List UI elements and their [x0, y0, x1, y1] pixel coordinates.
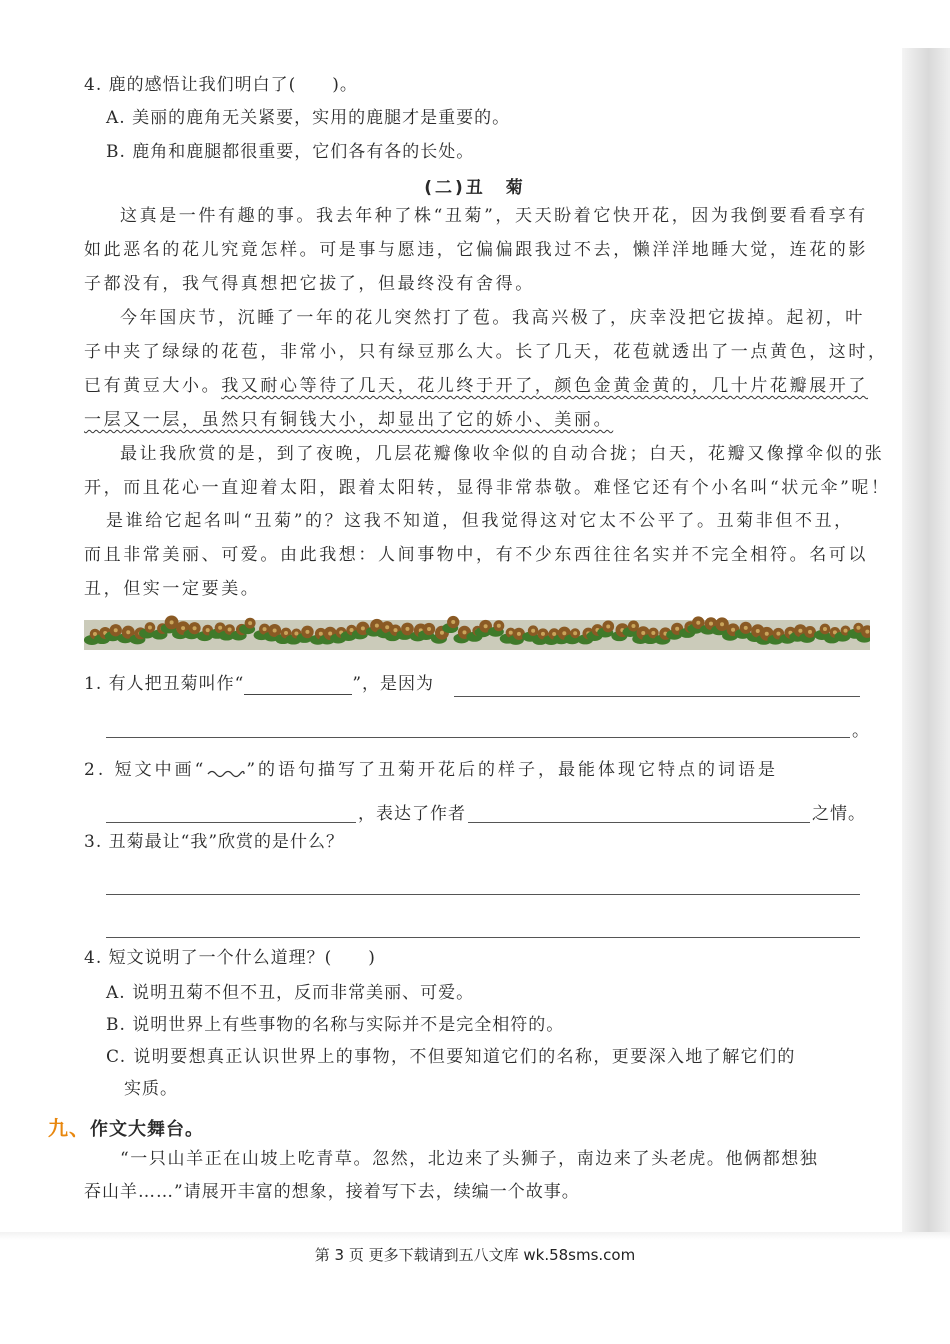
- q2-text-end: ”的语句描写了丑菊开花后的样子，最能体现它特点的词语是: [246, 760, 779, 780]
- scan-shadow-edge: [902, 48, 950, 1238]
- question-2: [84, 759, 778, 781]
- passage-line: 开，而且花心一直迎着太阳，跟着太阳转，显得非常恭敬。难怪它还有个小名叫“状元伞”呢！: [84, 478, 891, 498]
- q1-text-mid: ”，是因为: [352, 674, 435, 694]
- q1-answer-line[interactable]: [454, 696, 860, 697]
- q2-text-start: 2. 短文中画“: [84, 760, 207, 780]
- q2-text-d: 之情。: [812, 804, 866, 824]
- wavy-underlined-sentence: 一层又一层，虽然只有铜钱大小，却显出了它的娇小、美丽。: [84, 410, 614, 430]
- passage-line: 子中夹了绿绿的花苞，非常小，只有绿豆那么大。长了几天，花苞就透出了一点黄色，这时，: [84, 342, 888, 362]
- question-1: [84, 673, 434, 695]
- composition-prompt-line: “一只山羊正在山坡上吃青草。忽然，北边来了头狮子，南边来了头老虎。他俩都想独: [120, 1149, 819, 1169]
- q2-text-c: ，表达了作者: [358, 804, 466, 824]
- passage-text: 已有黄豆大小。: [84, 376, 222, 396]
- passage-line: 如此恶名的花儿究竟怎样。可是事与愿违，它偏偏跟我过不去，懒洋洋地睡大觉，连花的影: [84, 240, 868, 260]
- q1-answer-blank-name[interactable]: [244, 676, 352, 695]
- q1-answer-line-2[interactable]: [106, 737, 850, 738]
- passage-line: 丑，但实一定要美。: [84, 579, 261, 599]
- question-3: 3. 丑菊最让“我”欣赏的是什么？: [84, 832, 345, 852]
- q1-period: 。: [852, 721, 870, 741]
- section-number: 九、: [48, 1116, 90, 1140]
- prev-q4-option-a: A. 美丽的鹿角无关紧要，实用的鹿腿才是重要的。: [106, 108, 511, 128]
- passage-title: (二)丑 菊: [424, 178, 526, 198]
- q1-text-start: 1. 有人把丑菊叫作“: [84, 674, 245, 694]
- q4-option-a: A. 说明丑菊不但不丑，反而非常美丽、可爱。: [106, 983, 475, 1003]
- q4-option-c: C. 说明要想真正认识世界上的事物，不但要知道它们的名称，更要深入地了解它们的: [106, 1047, 796, 1067]
- q3-answer-line-1[interactable]: [106, 894, 860, 895]
- page-footer: 第 3 页 更多下载请到五八文库 wk.58sms.com: [314, 1246, 636, 1264]
- prev-q4-stem: 4. 鹿的感悟让我们明白了( )。: [84, 75, 358, 95]
- passage-line: 是谁给它起名叫“丑菊”的？这我不知道，但我觉得这对它太不公平了。丑菊非但不丑，: [106, 511, 854, 531]
- q4-option-b: B. 说明世界上有些事物的名称与实际并不是完全相符的。: [106, 1015, 565, 1035]
- wavy-line-sample-icon: [206, 767, 246, 779]
- passage-line: 这真是一件有趣的事。我去年种了株“丑菊”，天天盼着它快开花，因为我倒要看看享有: [120, 206, 868, 226]
- wavy-underlined-sentence: 我又耐心等待了几天，花儿终于开了，颜色金黄金黄的，几十片花瓣展开了: [221, 376, 869, 396]
- question-4: 4. 短文说明了一个什么道理？( ): [84, 948, 376, 968]
- passage-line: 最让我欣赏的是，到了夜晚，几层花瓣像收伞似的自动合拢；白天，花瓣又像撑伞似的张: [120, 444, 885, 464]
- scan-bottom-edge: [0, 1232, 950, 1240]
- section-title: 作文大舞台。: [90, 1119, 204, 1140]
- prev-q4-option-b: B. 鹿角和鹿腿都很重要，它们各有各的长处。: [106, 142, 475, 162]
- q2-answer-line-feeling[interactable]: [468, 822, 810, 823]
- passage-line: 而且非常美丽、可爱。由此我想：人间事物中，有不少东西往往名实并不完全相符。名可以: [84, 545, 868, 565]
- q3-answer-line-2[interactable]: [106, 937, 860, 938]
- passage-line: [84, 375, 868, 397]
- passage-line: [84, 409, 613, 431]
- q2-answer-line-word[interactable]: [106, 822, 356, 823]
- chrysanthemum-border-image: [84, 598, 870, 652]
- passage-line: 今年国庆节，沉睡了一年的花儿突然打了苞。我高兴极了，庆幸没把它拔掉。起初，叶: [120, 308, 865, 328]
- passage-line: 子都没有，我气得真想把它拔了，但最终没有舍得。: [84, 274, 535, 294]
- q4-option-c-cont: 实质。: [124, 1079, 178, 1099]
- section-9-heading: [48, 1112, 204, 1141]
- composition-prompt-line: 吞山羊……”请展开丰富的想象，接着写下去，续编一个故事。: [84, 1182, 580, 1202]
